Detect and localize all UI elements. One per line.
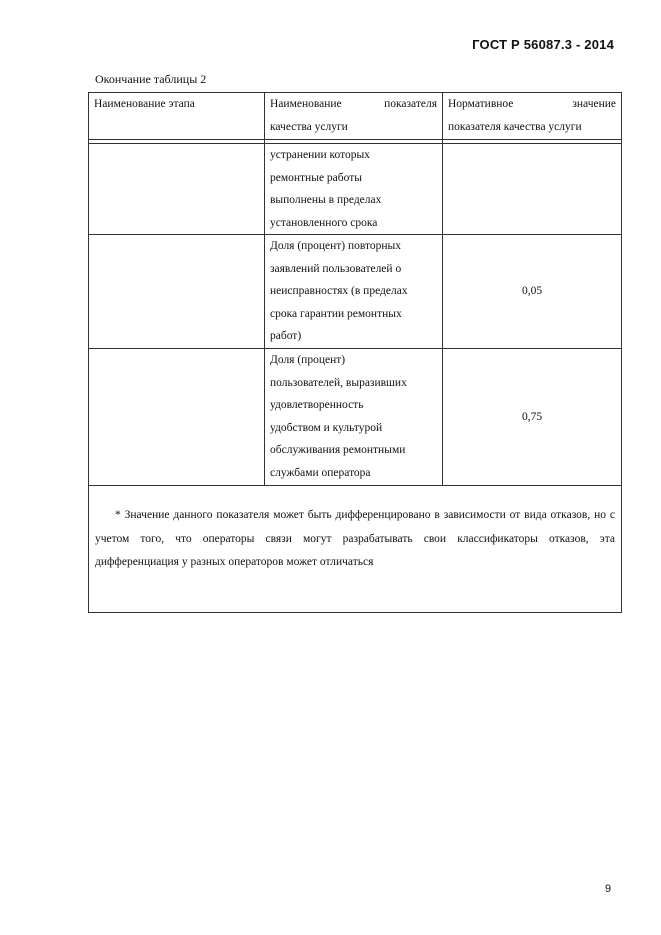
stage-cell — [89, 235, 265, 349]
document-code: ГОСТ Р 56087.3 - 2014 — [472, 37, 614, 52]
page-number: 9 — [605, 883, 612, 895]
indicator-line: службами оператора — [270, 466, 371, 479]
stage-cell — [89, 144, 265, 235]
indicator-line: срока гарантии ремонтных — [270, 307, 402, 320]
header-norm-line2: показателя качества услуги — [448, 120, 582, 133]
indicator-cell — [265, 144, 443, 235]
indicator-line: удобством и культурой — [270, 421, 383, 434]
footnote-row — [89, 486, 622, 613]
header-stage — [89, 93, 265, 140]
header-norm-value — [443, 93, 622, 140]
indicator-table — [88, 92, 622, 613]
footnote-cell — [89, 486, 622, 613]
norm-value-cell: 0,75 — [443, 349, 622, 486]
indicator-line: ремонтные работы — [270, 171, 362, 184]
indicator-line: выполнены в пределах — [270, 194, 382, 206]
indicator-line: Доля (процент) повторных — [270, 240, 402, 252]
indicator-line: Доля (процент) — [270, 354, 346, 366]
header-indicator-line2: качества услуги — [270, 120, 348, 133]
indicator-line: обслуживания ремонтными — [270, 444, 406, 456]
indicator-line: установленного срока — [270, 216, 378, 229]
header-indicator — [265, 93, 443, 140]
header-indicator-line1: Наименование показателя — [270, 98, 437, 110]
norm-value-cell — [443, 144, 622, 235]
indicator-line: устранении которых — [270, 149, 370, 161]
indicator-line: пользователей, выразивших — [270, 376, 407, 389]
table-header-row — [89, 93, 622, 140]
indicator-cell — [265, 235, 443, 349]
indicator-cell — [265, 349, 443, 486]
indicator-line: удовлетворенность — [270, 399, 364, 411]
indicator-line: заявлений пользователей о — [270, 262, 402, 275]
stage-cell — [89, 349, 265, 486]
indicator-line: работ) — [270, 330, 302, 342]
norm-value-cell: 0,05 — [443, 235, 622, 349]
footnote-text: * Значение данного показателя может быть дифференцировано в зависимости от вида отказов, но с учетом того, что операторы связи могут разрабатывать свои классификаторы отказов, эта дифференциация у разных операторов может отличаться — [95, 509, 615, 568]
header-stage-line1: Наименование этапа — [94, 98, 195, 110]
table-row — [89, 144, 622, 235]
table-row — [89, 235, 622, 349]
indicator-line: неисправностях (в пределах — [270, 285, 408, 297]
table-row — [89, 349, 622, 486]
header-norm-line1: Нормативное значение — [448, 98, 616, 110]
table-caption: Окончание таблицы 2 — [95, 72, 207, 86]
